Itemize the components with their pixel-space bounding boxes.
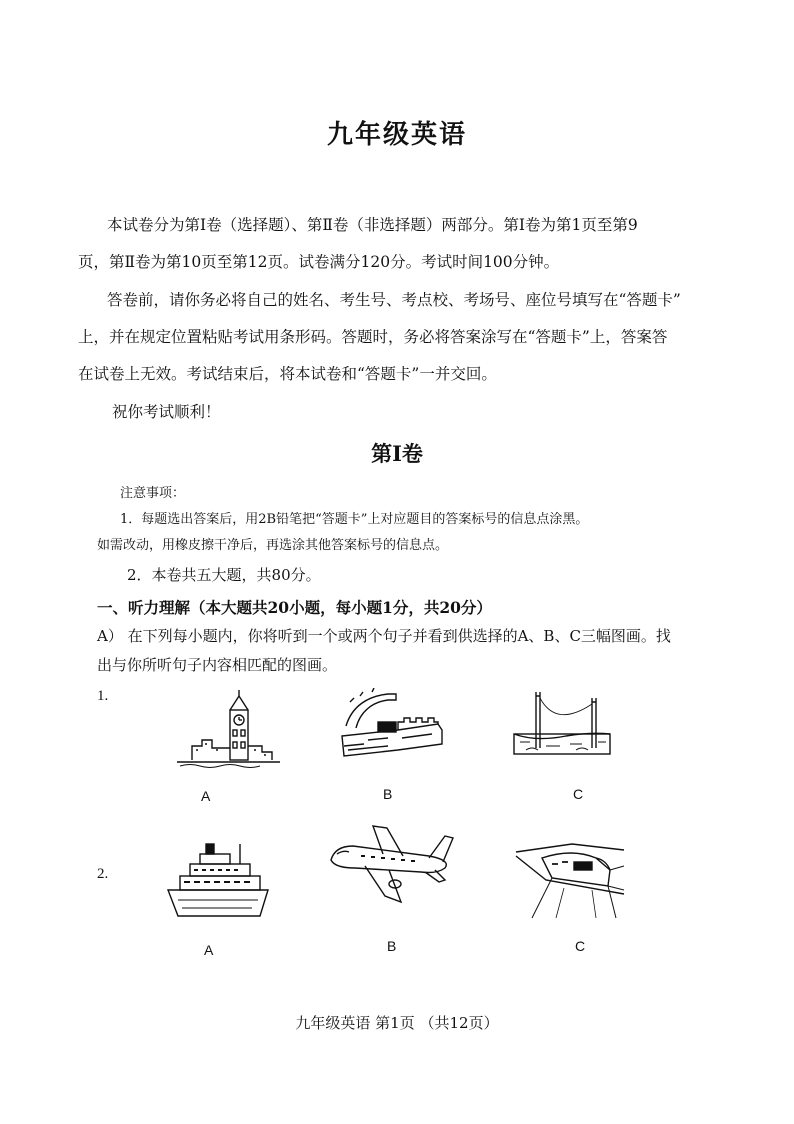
bridge-icon — [506, 688, 616, 768]
intro-wish: 祝你考试顺利！ — [112, 403, 221, 421]
section-1-instruction-line-1: A） 在下列每小题内，你将听到一个或两个句子并看到供选择的A、B、C三幅图画。找 — [97, 627, 671, 645]
page-footer: 九年级英语 第1页 （共12页） — [295, 1014, 499, 1032]
section-1-heading: 一、听力理解（本大题共20小题，每小题1分，共20分） — [97, 598, 492, 617]
volume-title: 第Ⅰ卷 — [371, 441, 423, 466]
question-1-number: 1. — [97, 688, 109, 704]
great-wall-icon — [338, 688, 448, 768]
clock-tower-icon — [172, 688, 282, 768]
notes-item-1-line-2: 如需改动，用橡皮擦干净后，再选涂其他答案标号的信息点。 — [97, 538, 449, 553]
notes-item-2: 2．本卷共五大题，共80分。 — [127, 566, 321, 584]
section-1-instruction-line-2: 出与你所听句子内容相匹配的图画。 — [97, 656, 338, 674]
intro-line-5: 在试卷上无效。考试结束后，将本试卷和“答题卡”一并交回。 — [78, 365, 497, 383]
ship-icon — [164, 840, 274, 920]
intro-line-1: 本试卷分为第Ⅰ卷（选择题）、第Ⅱ卷（非选择题）两部分。第Ⅰ卷为第1页至第9 — [107, 216, 638, 234]
notes-item-1-line-1: 1．每题选出答案后，用2B铅笔把“答题卡”上对应题目的答案标号的信息点涂黑。 — [120, 512, 589, 527]
question-2-number: 2. — [97, 866, 109, 882]
question-2-option-c: C — [575, 938, 586, 954]
question-2-option-b: B — [387, 938, 397, 954]
intro-line-3: 答卷前，请你务必将自己的姓名、考生号、考点校、考场号、座位号填写在“答题卡” — [107, 291, 681, 309]
intro-line-2: 页，第Ⅱ卷为第10页至第12页。试卷满分120分。考试时间100分钟。 — [78, 253, 560, 271]
train-icon — [512, 840, 627, 920]
question-2-option-a: A — [204, 942, 214, 958]
question-1-option-b: B — [383, 786, 393, 802]
page-title: 九年级英语 — [326, 120, 467, 150]
question-1-option-c: C — [573, 786, 584, 802]
airplane-icon — [325, 822, 460, 917]
intro-line-4: 上，并在规定位置粘贴考试用条形码。答题时，务必将答案涂写在“答题卡”上，答案答 — [78, 328, 668, 346]
question-1-option-a: A — [201, 788, 211, 804]
notes-heading: 注意事项： — [120, 486, 186, 501]
